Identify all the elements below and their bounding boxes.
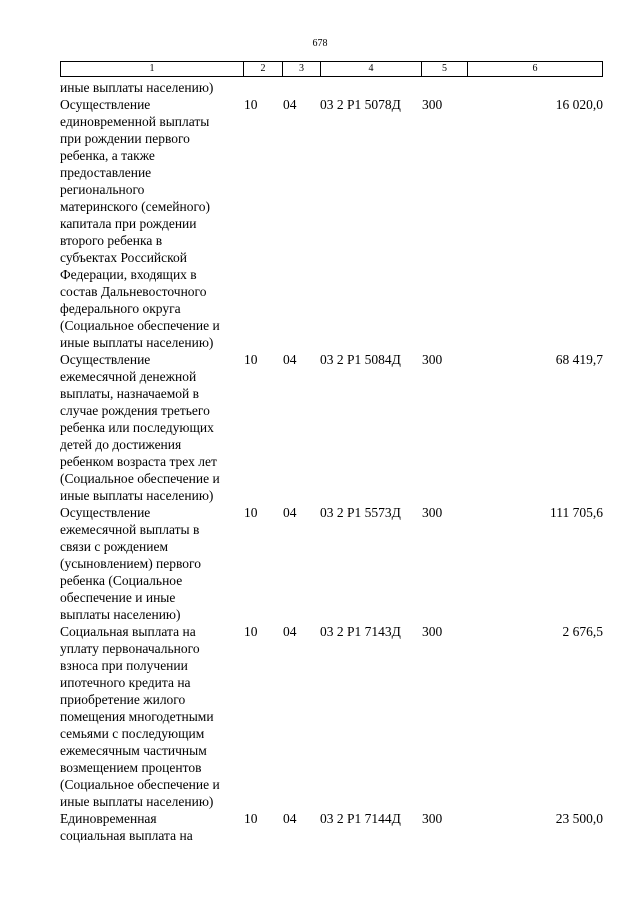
cell-c4: 03 2 Р1 5078Д: [320, 97, 401, 112]
description-line: детей до достижения: [60, 437, 182, 452]
description-line: приобретение жилого: [60, 692, 186, 707]
description-line: ребенка или последующих: [60, 420, 214, 435]
description-line: помещения многодетными: [60, 709, 214, 724]
row-description: [60, 504, 242, 623]
description-line: ребенка, а также: [60, 148, 155, 163]
description-line: предоставление: [60, 165, 152, 180]
description-line: иные выплаты населению): [60, 488, 214, 503]
cell-c5: 300: [422, 352, 443, 367]
header-col-6: 6: [468, 62, 603, 77]
header-col-3: 3: [283, 62, 321, 77]
description-line: ребенком возраста трех лет: [60, 454, 217, 469]
table-row: [0, 504, 640, 623]
cell-c6: 2 676,5: [562, 624, 603, 639]
table-row: [0, 623, 640, 810]
description-line: ежемесячной денежной: [60, 369, 197, 384]
row-description: [60, 351, 242, 504]
header-col-2: 2: [244, 62, 283, 77]
header-col-4: 4: [321, 62, 422, 77]
description-line: (Социальное обеспечение и: [60, 318, 220, 333]
row-description: [60, 623, 242, 810]
cell-c3: 04: [283, 97, 297, 112]
header-col-1: 1: [61, 62, 244, 77]
cell-c5: 300: [422, 624, 443, 639]
page-number: 678: [312, 38, 328, 49]
description-line: (Социальное обеспечение и: [60, 471, 220, 486]
description-line: (усыновлением) первого: [60, 556, 202, 571]
description-line: при рождении первого: [60, 131, 190, 146]
cell-c2: 10: [244, 624, 258, 639]
cell-c2: 10: [244, 505, 258, 520]
cell-c3: 04: [283, 811, 297, 826]
description-line: Осуществление: [60, 97, 151, 112]
description-line: выплаты, назначаемой в: [60, 386, 200, 401]
description-line: федерального округа: [60, 301, 181, 316]
description-line: возмещением процентов: [60, 760, 202, 775]
description-line: материнского (семейного): [60, 199, 210, 214]
description-line: выплаты населению): [60, 607, 181, 622]
description-line: субъектах Российской: [60, 250, 187, 265]
row-description: [60, 96, 242, 351]
description-line: иные выплаты населению): [60, 794, 214, 809]
table-row: [0, 351, 640, 504]
description-line: Осуществление: [60, 505, 151, 520]
continuation-text: иные выплаты населению): [60, 80, 214, 95]
description-line: ежемесячной выплаты в: [60, 522, 200, 537]
description-line: случае рождения третьего: [60, 403, 210, 418]
description-line: состав Дальневосточного: [60, 284, 207, 299]
description-line: ребенка (Социальное: [60, 573, 183, 588]
description-line: взноса при получении: [60, 658, 188, 673]
header-row: [61, 62, 603, 77]
description-line: Федерации, входящих в: [60, 267, 197, 282]
row-description: [60, 810, 242, 844]
description-line: ипотечного кредита на: [60, 675, 191, 690]
cell-c6: 23 500,0: [555, 811, 603, 826]
cell-c2: 10: [244, 352, 258, 367]
cell-c5: 300: [422, 97, 443, 112]
description-line: семьями с последующим: [60, 726, 205, 741]
cell-c3: 04: [283, 505, 297, 520]
description-line: обеспечение и иные: [60, 590, 176, 605]
table-row: [0, 96, 640, 351]
table-body: [0, 79, 640, 844]
description-line: связи с рождением: [60, 539, 169, 554]
table-header: [60, 61, 603, 77]
cell-c3: 04: [283, 352, 297, 367]
cell-c4: 03 2 Р1 7144Д: [320, 811, 401, 826]
header-col-5: 5: [422, 62, 468, 77]
description-line: иные выплаты населению): [60, 335, 214, 350]
description-line: единовременной выплаты: [60, 114, 210, 129]
description-line: ежемесячным частичным: [60, 743, 207, 758]
cell-c4: 03 2 Р1 7143Д: [320, 624, 401, 639]
cell-c2: 10: [244, 97, 258, 112]
cell-c5: 300: [422, 811, 443, 826]
description-line: социальная выплата на: [60, 828, 193, 843]
cell-c6: 68 419,7: [555, 352, 603, 367]
description-line: регионального: [60, 182, 145, 197]
description-line: второго ребенка в: [60, 233, 163, 248]
cell-c4: 03 2 Р1 5084Д: [320, 352, 401, 367]
description-line: Социальная выплата на: [60, 624, 196, 639]
description-line: капитала при рождении: [60, 216, 197, 231]
description-line: Единовременная: [60, 811, 157, 826]
cell-c3: 04: [283, 624, 297, 639]
continuation-row: [0, 79, 640, 96]
cell-c4: 03 2 Р1 5573Д: [320, 505, 401, 520]
cell-c6: 16 020,0: [555, 97, 603, 112]
table-row: [0, 810, 640, 844]
cell-c5: 300: [422, 505, 443, 520]
description-line: уплату первоначального: [60, 641, 200, 656]
description-line: (Социальное обеспечение и: [60, 777, 220, 792]
description-line: Осуществление: [60, 352, 151, 367]
cell-c2: 10: [244, 811, 258, 826]
cell-c6: 111 705,6: [550, 505, 603, 520]
